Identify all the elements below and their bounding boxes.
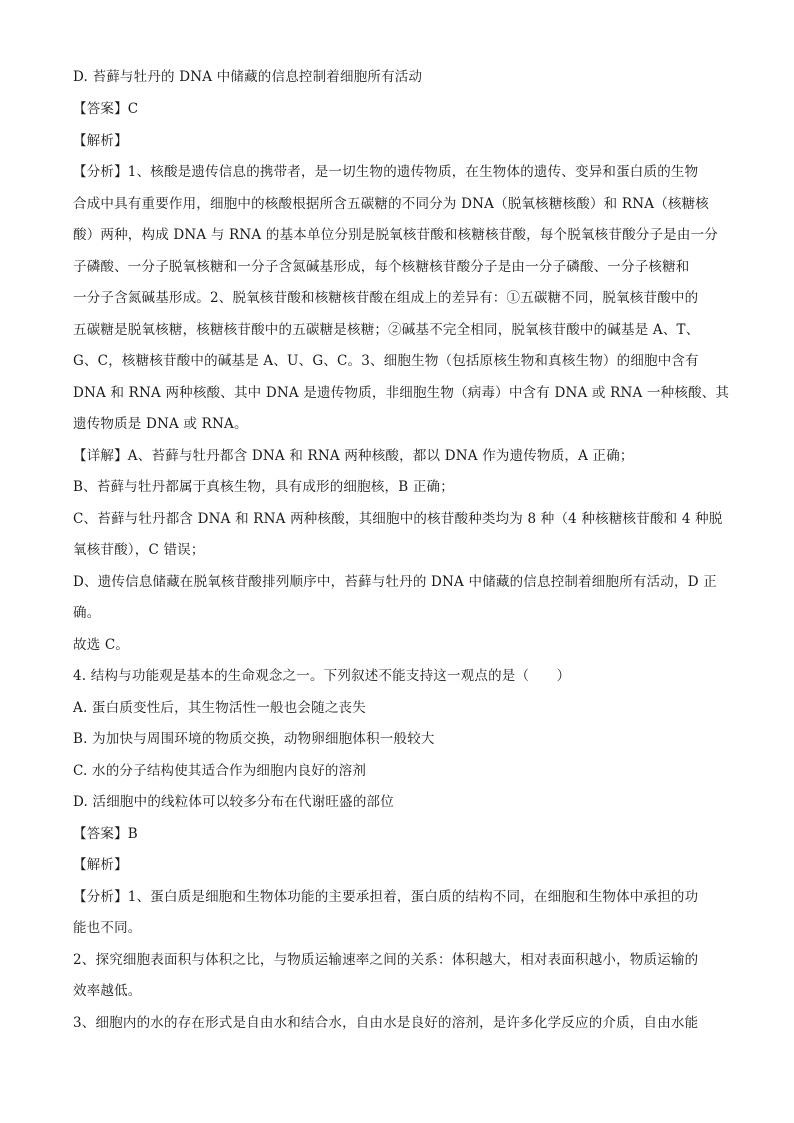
analysis-text-line: DNA 和 RNA 两种核酸、其中 DNA 是遗传物质，非细胞生物（病毒）中含有 DNA 或 RNA 一种核酸、其	[73, 385, 730, 401]
conclusion-line: 故选 C。	[73, 637, 130, 653]
detail-text-line: B、苔藓与牡丹都属于真核生物，具有成形的细胞核，B 正确；	[73, 479, 454, 495]
analysis-text-line: 【分析】1、核酸是遗传信息的携带者，是一切生物的遗传物质，在生物体的遗传、变异和蛋白质的生物	[73, 164, 699, 180]
question-4-option-c: C. 水的分子结构使其适合作为细胞内良好的溶剂	[73, 763, 367, 779]
analysis-text-line: 能也不同。	[73, 920, 142, 936]
analysis-text-line: 2、探究细胞表面积与体积之比，与物质运输速率之间的关系：体积越大，相对表面积越小，物质运输的	[73, 952, 699, 968]
analysis-label: 【解析】	[73, 133, 128, 149]
detail-text-line: 氧核苷酸），C 错误；	[73, 542, 205, 558]
answer-label: 【答案】C	[73, 101, 139, 117]
analysis-text-line: 【分析】1、蛋白质是细胞和生物体功能的主要承担着，蛋白质的结构不同，在细胞和生物体中承担的功	[73, 889, 699, 905]
detail-text-line: 确。	[73, 605, 101, 621]
question-4-option-d: D. 活细胞中的线粒体可以较多分布在代谢旺盛的部位	[73, 794, 394, 810]
analysis-text-line: 五碳糖是脱氧核糖，核糖核苷酸中的五碳糖是核糖；②碱基不完全相同，脱氧核苷酸中的碱基是 A、T、	[73, 322, 700, 338]
analysis-text-line: G、C，核糖核苷酸中的碱基是 A、U、G、C。3、细胞生物（包括原核生物和真核生物）的细胞中含有	[73, 353, 699, 369]
analysis-text-line: 遗传物质是 DNA 或 RNA。	[73, 416, 248, 432]
detail-text-line: D、遗传信息储藏在脱氧核苷酸排列顺序中，苔藓与牡丹的 DNA 中储藏的信息控制着细胞所有活动，D 正	[73, 574, 717, 590]
analysis-label: 【解析】	[73, 857, 128, 873]
question-4-option-a: A. 蛋白质变性后，其生物活性一般也会随之丧失	[73, 700, 366, 716]
question-4-option-b: B. 为加快与周围环境的物质交换，动物卵细胞体积一般较大	[73, 731, 435, 747]
analysis-text-line: 效率越低。	[73, 983, 142, 999]
answer-label: 【答案】B	[73, 826, 138, 842]
detail-text-line: C、苔藓与牡丹都含 DNA 和 RNA 两种核酸，其细胞中的核苷酸种类均为 8 种（4 种核糖核苷酸和 4 种脱	[73, 511, 723, 527]
analysis-text-line: 子磷酸、一分子脱氧核糖和一分子含氮碱基形成，每个核糖核苷酸分子是由一分子磷酸、一分子核糖和	[73, 259, 690, 275]
question-4-stem: 4. 结构与功能观是基本的生命观念之一。下列叙述不能支持这一观点的是（ ）	[73, 668, 571, 684]
analysis-text-line: 3、细胞内的水的存在形式是自由水和结合水，自由水是良好的溶剂，是许多化学反应的介质，自由水能	[73, 1015, 699, 1031]
detail-text-line: 【详解】A、苔藓与牡丹都含 DNA 和 RNA 两种核酸，都以 DNA 作为遗传物质，A 正确；	[73, 448, 634, 464]
analysis-text-line: 酸）两种，构成 DNA 与 RNA 的基本单位分别是脱氧核苷酸和核糖核苷酸，每个脱氧核苷酸分子是由一分	[73, 227, 718, 243]
analysis-text-line: 一分子含氮碱基形成。2、脱氧核苷酸和核糖核苷酸在组成上的差异有：①五碳糖不同，脱氧核苷酸中的	[73, 290, 699, 306]
option-d-line: D. 苔藓与牡丹的 DNA 中储藏的信息控制着细胞所有活动	[73, 69, 423, 85]
analysis-text-line: 合成中具有重要作用，细胞中的核酸根据所含五碳糖的不同分为 DNA（脱氧核糖核酸）和 RNA（核糖核	[73, 196, 709, 212]
